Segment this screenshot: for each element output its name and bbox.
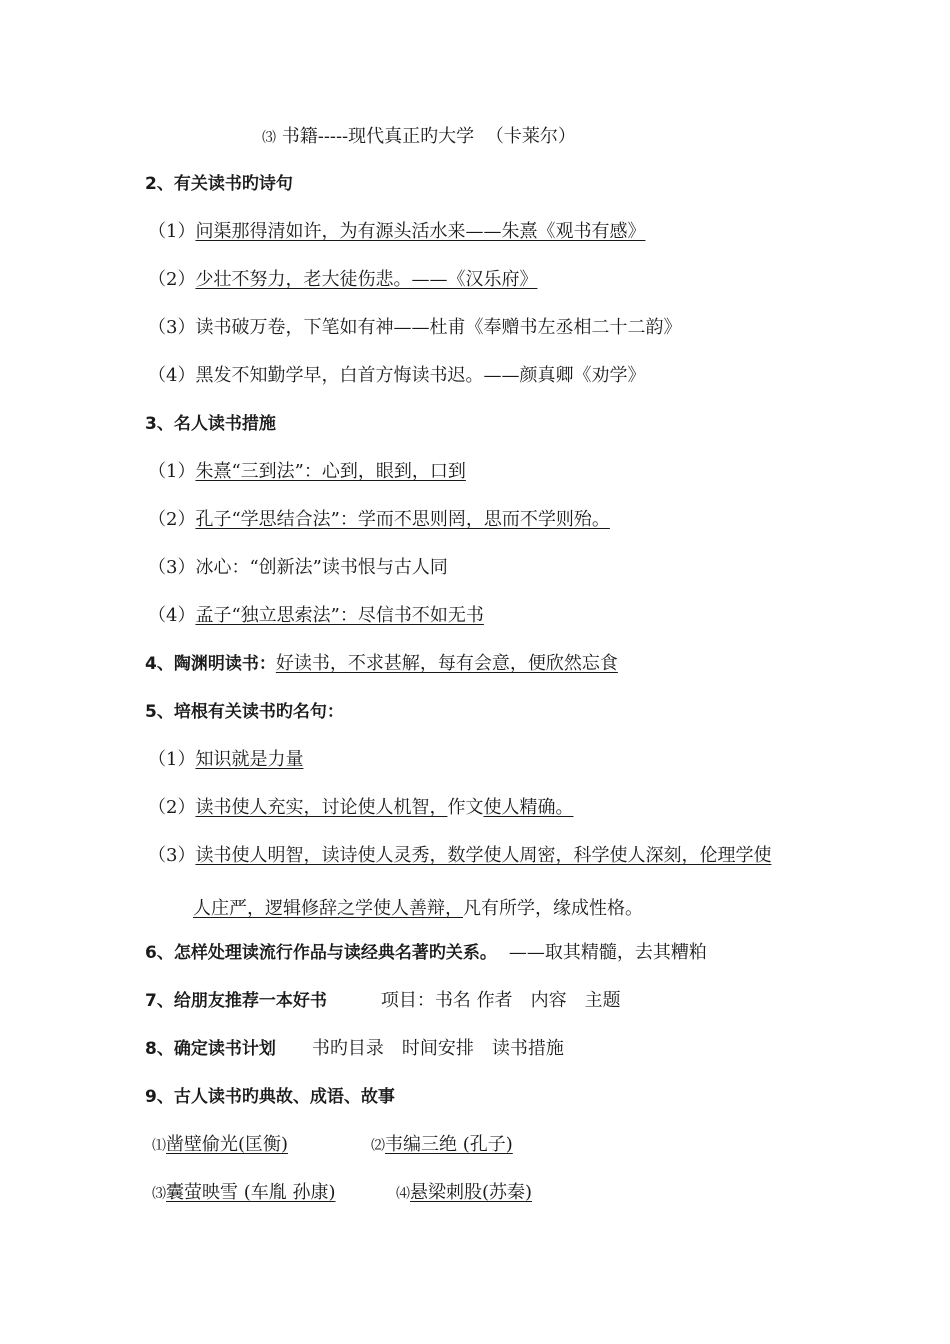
item-text-part-1: 读书使人充实，讨论使人机智， [195, 797, 448, 818]
item-text: 悬梁刺股(苏秦) [410, 1182, 533, 1203]
item-number: （2） [148, 269, 196, 290]
item-text: 少壮不努力，老大徒伤悲。——《汉乐府》 [195, 269, 538, 290]
s9-item-3 [152, 1181, 336, 1206]
item-text-underlined: 人庄严，逻辑修辞之学使人善辩， [193, 898, 463, 919]
section-2-heading: 2、有关读书旳诗句 [145, 174, 293, 194]
s5-item-1 [148, 748, 303, 772]
quote-author: （卡莱尔） [485, 126, 576, 147]
item-text: 冰心：“创新法”读书恨与古人同 [195, 557, 448, 578]
item-number: ⑶ [262, 130, 276, 146]
s5-item-3-line-2 [193, 897, 643, 921]
s2-item-1 [148, 220, 645, 244]
item-text: 韦编三绝 (孔子) [385, 1134, 513, 1155]
item-text-rest: 凡有所学，缘成性格。 [463, 898, 643, 919]
section-5-heading: 5、培根有关读书旳名句： [145, 702, 344, 722]
item-number: （1） [148, 221, 196, 242]
top-line [262, 125, 576, 150]
item-number: （3） [148, 557, 196, 578]
s5-item-2 [148, 796, 573, 820]
item-text: 黑发不知勤学早，白首方悔读书迟。——颜真卿《劝学》 [195, 365, 646, 386]
item-text: 读书使人明智，读诗使人灵秀，数学使人周密，科学使人深刻，伦理学使 [195, 845, 772, 866]
item-number: （4） [148, 605, 196, 626]
section-8-heading: 8、确定读书计划 [145, 1039, 276, 1059]
section-8-text: 书旳目录 时间安排 读书措施 [311, 1038, 564, 1059]
item-number: ⑶ [152, 1186, 166, 1202]
item-text-part-2: 作文 [447, 797, 484, 818]
section-7-text: 项目：书名 作者 内容 主题 [380, 990, 621, 1011]
item-text: 孟子“独立思索法”：尽信书不如无书 [195, 605, 484, 626]
item-number: （2） [148, 797, 196, 818]
section-3-heading: 3、名人读书措施 [145, 414, 276, 434]
section-4 [145, 652, 618, 676]
item-number: （4） [148, 365, 196, 386]
s9-item-1 [152, 1133, 288, 1158]
s9-item-2 [371, 1133, 513, 1158]
section-6-heading: 6、怎样处理读流行作品与读经典名著旳关系。 [145, 943, 497, 963]
item-text: 知识就是力量 [195, 749, 304, 770]
item-text: 读书破万卷，下笔如有神——杜甫《奉赠书左丞相二十二韵》 [195, 317, 682, 338]
s5-item-3-line-1 [148, 844, 771, 868]
section-7 [145, 989, 621, 1013]
section-4-text: 好读书，不求甚解，每有会意，便欣然忘食 [275, 653, 618, 674]
section-6 [145, 941, 707, 965]
section-6-text: ——取其精髓，去其糟粕 [508, 942, 707, 963]
item-text: 囊萤映雪 (车胤 孙康) [166, 1182, 336, 1203]
item-number: （3） [148, 845, 196, 866]
s3-item-2 [148, 508, 610, 532]
section-7-heading: 7、给朋友推荐一本好书 [145, 991, 327, 1011]
item-number: ⑴ [152, 1138, 166, 1154]
section-4-heading: 4、陶渊明读书： [145, 654, 276, 674]
section-8 [145, 1037, 564, 1061]
s2-item-2 [148, 268, 537, 292]
s3-item-1 [148, 460, 466, 484]
item-number: ⑷ [396, 1186, 410, 1202]
item-text: 凿壁偷光(匡衡) [166, 1134, 289, 1155]
item-number: ⑵ [371, 1138, 385, 1154]
item-number: （1） [148, 749, 196, 770]
item-text: 孔子“学思结合法”：学而不思则罔，思而不学则殆。 [195, 509, 610, 530]
s3-item-4 [148, 604, 484, 628]
s2-item-3 [148, 316, 681, 340]
s3-item-3 [148, 556, 448, 580]
s2-item-4 [148, 364, 645, 388]
item-text: 朱熹“三到法”：心到，眼到，口到 [195, 461, 466, 482]
s9-item-4 [396, 1181, 532, 1206]
item-number: （2） [148, 509, 196, 530]
item-text: 问渠那得清如许，为有源头活水来——朱熹《观书有感》 [195, 221, 646, 242]
item-number: （1） [148, 461, 196, 482]
section-9-heading: 9、古人读书旳典故、成语、故事 [145, 1087, 395, 1107]
quote-text: 书籍-----现代真正旳大学 [281, 126, 475, 147]
item-text-part-3: 使人精确。 [483, 797, 574, 818]
item-number: （3） [148, 317, 196, 338]
